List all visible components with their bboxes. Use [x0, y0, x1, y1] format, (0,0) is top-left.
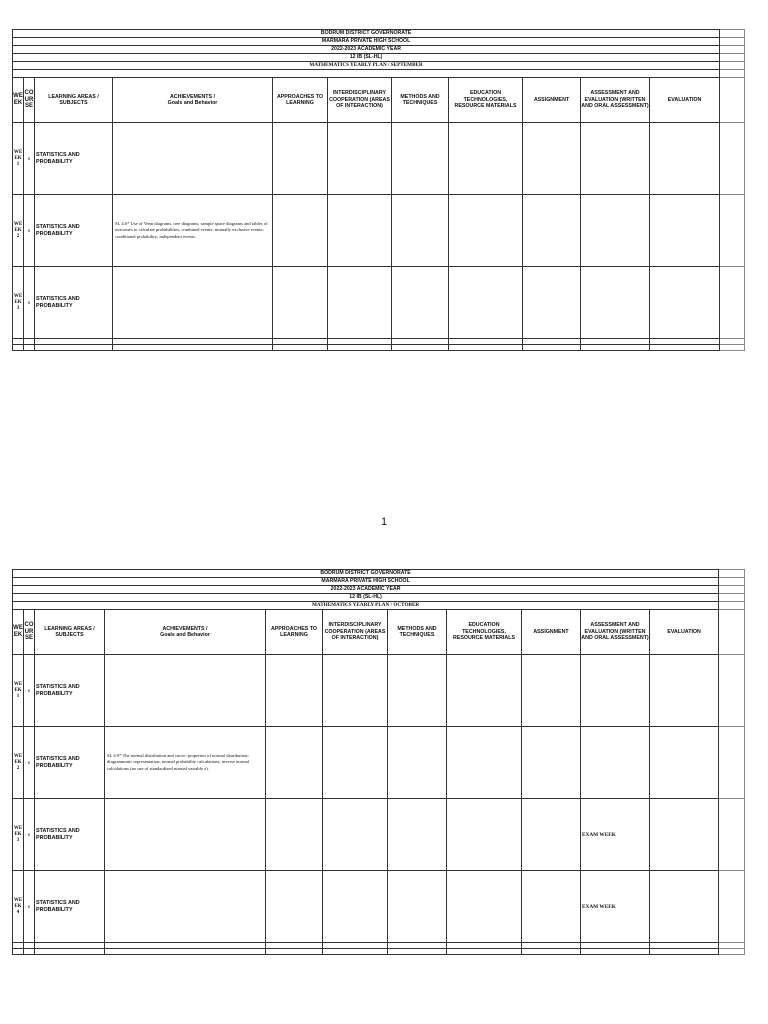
- col-methods: METHODS AND TECHNIQUES: [388, 610, 447, 655]
- week-label: WE EK 3: [13, 267, 24, 339]
- table-row: [13, 799, 745, 871]
- year-title: 2022-2023 ACADEMIC YEAR: [13, 46, 720, 54]
- course-hours: 6: [24, 727, 35, 799]
- col-course: CO UR SE: [24, 78, 35, 123]
- assessment-note: [581, 655, 650, 727]
- governorate-title: BODRUM DISTRICT GOVERNORATE: [13, 570, 719, 578]
- week-label: WE EK 4: [13, 871, 24, 943]
- col-approaches: APPROACHES TO LEARNING: [266, 610, 323, 655]
- learning-area: STATISTICS AND PROBABILITY: [35, 195, 113, 267]
- plan-table-september: [12, 29, 745, 351]
- col-week: WE EK: [13, 78, 24, 123]
- col-course: CO UR SE: [24, 610, 35, 655]
- col-assessment: ASSESSMENT AND EVALUATION (WRITTEN AND ORAL ASSESSMENT): [581, 610, 650, 655]
- col-learning-areas: LEARNING AREAS / SUBJECTS: [35, 610, 105, 655]
- achievement-text: [113, 123, 273, 195]
- assessment-note: [581, 267, 650, 339]
- table-row: [13, 727, 745, 799]
- assessment-note: [581, 195, 650, 267]
- table-row: [13, 655, 745, 727]
- learning-area: STATISTICS AND PROBABILITY: [35, 871, 105, 943]
- course-hours: 6: [24, 799, 35, 871]
- col-evaluation: EVALUATION: [650, 78, 720, 123]
- assessment-note: EXAM WEEK: [581, 871, 650, 943]
- plan-title: MATHEMATICS YEARLY PLAN / SEPTEMBER: [13, 62, 720, 70]
- learning-area: STATISTICS AND PROBABILITY: [35, 123, 113, 195]
- school-title: MARMARA PRIVATE HIGH SCHOOL: [13, 38, 720, 46]
- achievement-text: [105, 799, 266, 871]
- page-number: 1: [380, 516, 388, 528]
- learning-area: STATISTICS AND PROBABILITY: [35, 267, 113, 339]
- school-title: MARMARA PRIVATE HIGH SCHOOL: [13, 578, 719, 586]
- col-methods: METHODS AND TECHNIQUES: [392, 78, 449, 123]
- governorate-title: BODRUM DISTRICT GOVERNORATE: [13, 30, 720, 38]
- col-interdisciplinary: INTERDISCIPLINARY COOPERATION (AREAS OF INTERACTION): [323, 610, 388, 655]
- table-row: [13, 195, 745, 267]
- achievement-text: [105, 655, 266, 727]
- col-assignment: ASSIGNMENT: [523, 78, 581, 123]
- col-learning-areas: LEARNING AREAS / SUBJECTS: [35, 78, 113, 123]
- col-education: EDUCATION TECHNOLOGIES, RESOURCE MATERIALS: [447, 610, 522, 655]
- achievement-text: [105, 871, 266, 943]
- learning-area: STATISTICS AND PROBABILITY: [35, 655, 105, 727]
- col-assessment: ASSESSMENT AND EVALUATION (WRITTEN AND ORAL ASSESSMENT): [581, 78, 650, 123]
- week-label: WE EK 1: [13, 123, 24, 195]
- learning-area: STATISTICS AND PROBABILITY: [35, 727, 105, 799]
- col-assignment: ASSIGNMENT: [522, 610, 581, 655]
- col-approaches: APPROACHES TO LEARNING: [273, 78, 328, 123]
- week-label: WE EK 2: [13, 727, 24, 799]
- assessment-note: EXAM WEEK: [581, 799, 650, 871]
- week-label: WE EK 1: [13, 655, 24, 727]
- col-education: EDUCATION TECHNOLOGIES, RESOURCE MATERIALS: [449, 78, 523, 123]
- plan-title: MATHEMATICS YEARLY PLAN / OCTOBER: [13, 602, 719, 610]
- course-hours: 6: [24, 195, 35, 267]
- course-hours: 6: [24, 655, 35, 727]
- course-hours: 6: [24, 267, 35, 339]
- grade-title: 12 IB (SL-HL): [13, 54, 720, 62]
- achievement-text: SL 4.9* The normal distribution and curve; properties of normal distribution; diagrammatic representation; normal probability calculations; inverse normal calculations (no use of standardized normal variable z).: [105, 727, 266, 799]
- learning-area: STATISTICS AND PROBABILITY: [35, 799, 105, 871]
- col-evaluation: EVALUATION: [650, 610, 719, 655]
- assessment-note: [581, 727, 650, 799]
- col-interdisciplinary: INTERDISCIPLINARY COOPERATION (AREAS OF INTERACTION): [328, 78, 392, 123]
- col-achievements: ACHIEVEMENTS / Goals and Behavior: [113, 78, 273, 123]
- table-row: [13, 871, 745, 943]
- achievement-text: SL 4.6* Use of Venn diagrams, tree diagrams, sample space diagrams and tables of outcomes to calculate probabilities; combined events; mutually exclusive events; conditional probability; independent events.: [113, 195, 273, 267]
- table-row: [13, 123, 745, 195]
- plan-table-october: [12, 569, 745, 955]
- course-hours: 6: [24, 871, 35, 943]
- col-achievements: ACHIEVEMENTS / Goals and Behavior: [105, 610, 266, 655]
- table-row: [13, 267, 745, 339]
- col-week: WE EK: [13, 610, 24, 655]
- assessment-note: [581, 123, 650, 195]
- achievement-text: [113, 267, 273, 339]
- course-hours: 6: [24, 123, 35, 195]
- week-label: WE EK 3: [13, 799, 24, 871]
- week-label: WE EK 2: [13, 195, 24, 267]
- grade-title: 12 IB (SL-HL): [13, 594, 719, 602]
- year-title: 2022-2023 ACADEMIC YEAR: [13, 586, 719, 594]
